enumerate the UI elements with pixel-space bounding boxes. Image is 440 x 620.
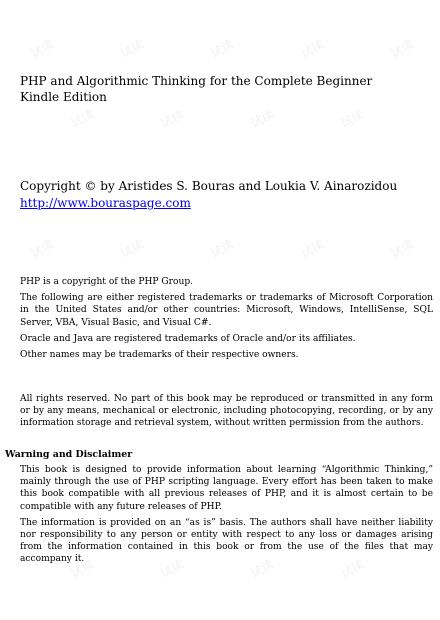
watermark: 试读: [248, 557, 277, 581]
watermark: 试读: [208, 237, 237, 261]
watermark: 试读: [28, 37, 57, 61]
disclaimer-section: [20, 464, 433, 570]
rights-paragraph: All rights reserved. No part of this book may be reproduced or transmitted in any form or by any means, mechanical or electronic, including photocopying, recording, or by any information storage and retrieval system, without written permission from the authors.: [20, 394, 433, 429]
watermark: 试读: [298, 37, 327, 61]
watermark: 试读: [68, 107, 97, 131]
trademarks-section: [20, 276, 433, 365]
watermark: 试读: [338, 107, 367, 131]
disclaimer-paragraph: This book is designed to provide information about learning “Algorithmic Thinking,” mainly through the use of PHP scripting language. Every effort has been taken to make this book compatible with all previous releases of PHP, and it is almost certain to be compatible with any future releases of PHP.: [20, 465, 433, 512]
watermark: 试读: [298, 237, 327, 261]
title-block: [20, 73, 372, 105]
disclaimer-paragraph: The information is provided on an “as is” basis. The authors shall have neither liability nor responsibility to any person or entity with respect to any loss or damages arising from the information contained in this book or from the use of the files that may accompany it.: [20, 517, 433, 565]
watermark: 试读: [388, 237, 417, 261]
copyright-line: Copyright © by Aristides S. Bouras and Loukia V. Ainarozidou: [20, 179, 398, 193]
book-title: PHP and Algorithmic Thinking for the Complete Beginner: [20, 74, 373, 88]
watermark: 试读: [158, 107, 187, 131]
watermark: 试读: [118, 37, 147, 61]
watermark: 试读: [158, 557, 187, 581]
watermark: 试读: [68, 557, 97, 581]
website-link[interactable]: http://www.bouraspage.com: [20, 196, 191, 210]
watermark: 试读: [28, 237, 57, 261]
trademark-paragraph: Other names may be trademarks of their respective owners.: [20, 350, 299, 361]
trademark-paragraph: PHP is a copyright of the PHP Group.: [20, 277, 194, 287]
book-edition: Kindle Edition: [20, 90, 107, 104]
copyright-block: [20, 178, 397, 212]
watermark: 试读: [208, 37, 237, 61]
trademark-paragraph: The following are either registered trademarks or trademarks of Microsoft Corporation in the United States and/or other countries: Microsoft, Windows, IntelliSense, SQL Server, VBA, Visual Basic, and Visual C#.: [20, 293, 433, 328]
disclaimer-heading: Warning and Disclaimer: [5, 449, 133, 460]
watermark: 试读: [338, 557, 367, 581]
watermark: 试读: [388, 37, 417, 61]
trademark-paragraph: Oracle and Java are registered trademarks of Oracle and/or its affiliates.: [20, 333, 356, 344]
rights-section: [20, 393, 433, 434]
watermark: 试读: [248, 107, 277, 131]
watermark: 试读: [118, 237, 147, 261]
